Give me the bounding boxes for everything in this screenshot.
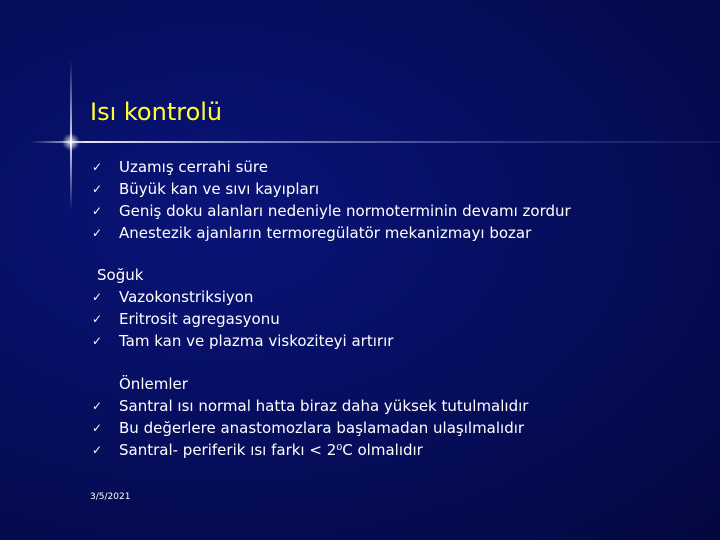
checkmark-icon: ✓: [91, 226, 103, 240]
bullet-list-cold-effects: [90, 286, 393, 352]
checkmark-icon: ✓: [91, 443, 103, 457]
list-item: [90, 330, 393, 352]
decorative-horizontal-line: [30, 141, 720, 143]
checkmark-icon: ✓: [91, 204, 103, 218]
slide-date: 3/5/2021: [90, 492, 131, 502]
section-heading-precautions: Önlemler: [119, 375, 188, 393]
decorative-star-glow: [62, 133, 80, 151]
list-item: [90, 222, 571, 244]
list-item: [90, 395, 528, 417]
list-item-text: Geniş doku alanları nedeniyle normoterminin devamı zordur: [119, 202, 571, 220]
bullet-list-precautions: [90, 395, 528, 461]
checkmark-icon: ✓: [91, 334, 103, 348]
list-item: [90, 439, 528, 461]
list-item: [90, 200, 571, 222]
checkmark-icon: ✓: [91, 399, 103, 413]
list-item-text: Santral ısı normal hatta biraz daha yüksek tutulmalıdır: [119, 397, 529, 415]
list-item-text: Santral- periferik ısı farkı < 2⁰C olmalıdır: [119, 441, 423, 459]
checkmark-icon: ✓: [91, 160, 103, 174]
list-item-text: Tam kan ve plazma viskoziteyi artırır: [119, 332, 394, 350]
bullet-list-causes: [90, 156, 571, 244]
list-item: [90, 286, 393, 308]
section-heading-cold: Soğuk: [97, 266, 144, 284]
list-item-text: Eritrosit agregasyonu: [119, 310, 280, 328]
checkmark-icon: ✓: [91, 290, 103, 304]
list-item-text: Büyük kan ve sıvı kayıpları: [119, 180, 320, 198]
list-item-text: Vazokonstriksiyon: [119, 288, 254, 306]
checkmark-icon: ✓: [91, 182, 103, 196]
list-item-text: Uzamış cerrahi süre: [119, 158, 268, 176]
checkmark-icon: ✓: [91, 312, 103, 326]
list-item-text: Anestezik ajanların termoregülatör mekanizmayı bozar: [119, 224, 532, 242]
checkmark-icon: ✓: [91, 421, 103, 435]
list-item: [90, 178, 571, 200]
list-item: [90, 308, 393, 330]
list-item: [90, 156, 571, 178]
list-item: [90, 417, 528, 439]
list-item-text: Bu değerlere anastomozlara başlamadan ulaşılmalıdır: [119, 419, 525, 437]
slide-title: Isı kontrolü: [90, 98, 223, 126]
